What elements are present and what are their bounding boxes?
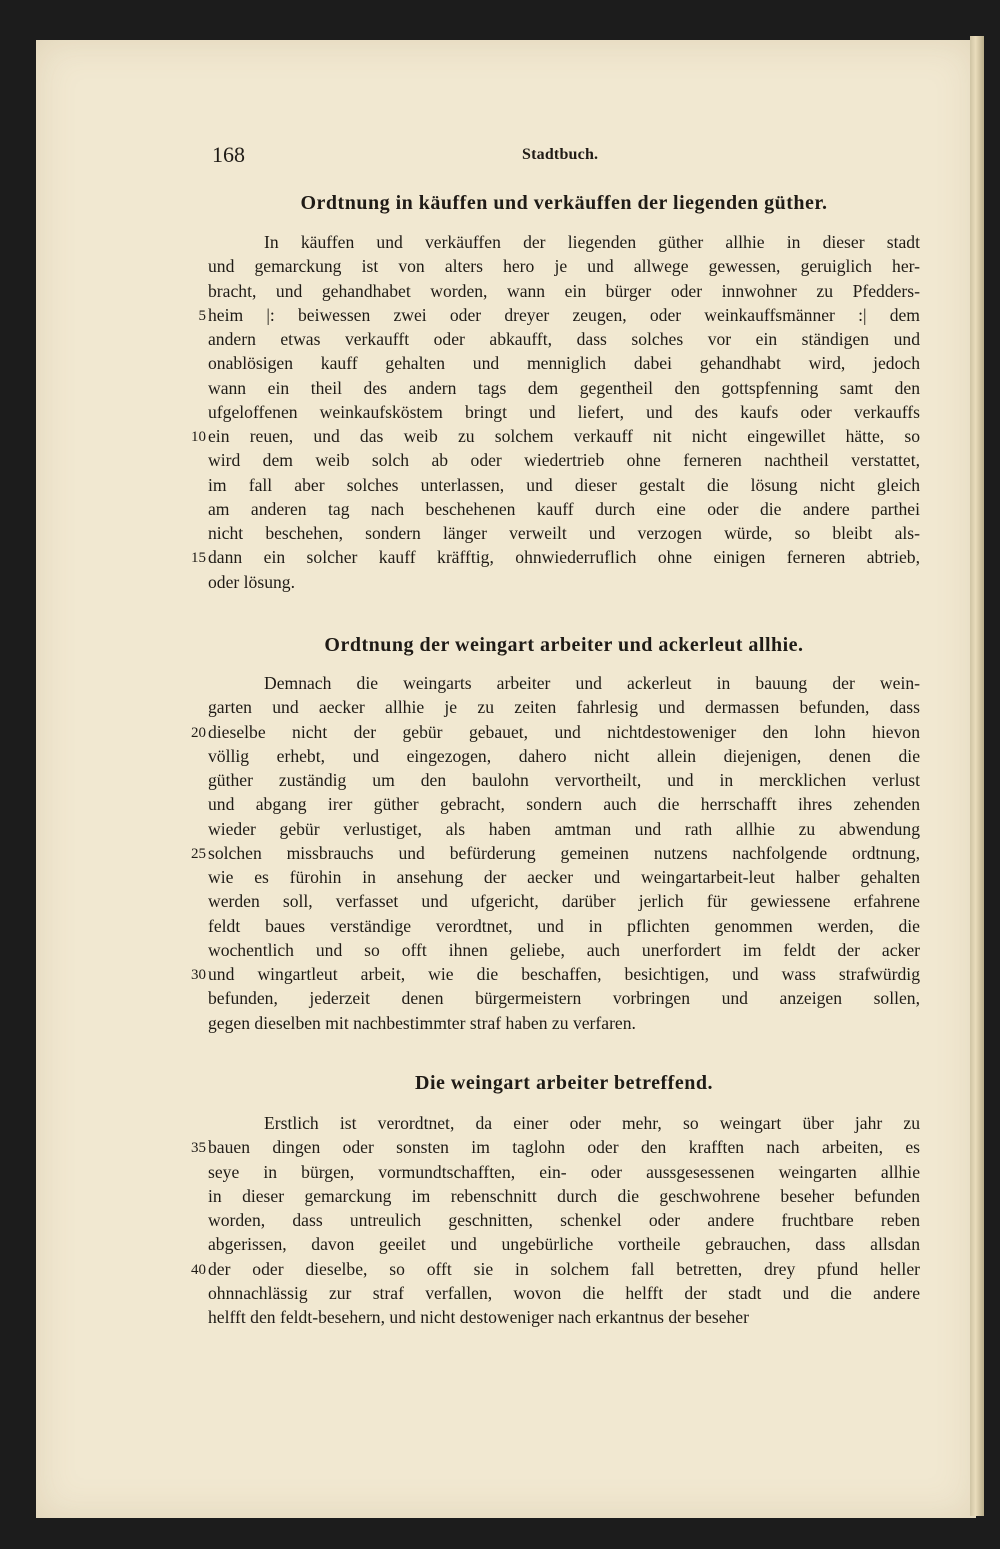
text-line <box>208 254 920 278</box>
text-line <box>208 817 920 841</box>
text-line <box>191 424 920 448</box>
text-line <box>208 1232 920 1256</box>
line-text: güther zuständig um den baulohn vervortheilt, und in mercklichen verlust <box>208 770 920 790</box>
text-line <box>208 1305 920 1329</box>
text-line <box>208 327 920 351</box>
text-line <box>191 1135 920 1159</box>
text-line <box>208 521 920 545</box>
line-text: heim |: beiwessen zwei oder dreyer zeugen, oder weinkauffsmänner :| dem <box>208 304 920 325</box>
text-line <box>191 720 920 744</box>
line-number: 20 <box>191 724 206 741</box>
line-text: dieselbe nicht der gebür gebauet, und nichtdestoweniger den lohn hievon <box>208 721 920 742</box>
line-text: wird dem weib solch ab oder wiedertrieb ohne ferneren nachtheil verstattet, <box>208 450 920 471</box>
text-line <box>191 962 920 986</box>
line-text: andern etwas verkaufft oder abkaufft, dass solches vor ein ständigen und <box>208 329 920 349</box>
text-line <box>208 376 920 400</box>
text-line <box>208 865 920 889</box>
text-line <box>208 1281 920 1305</box>
line-text: gegen dieselben mit nachbestimmter straf haben zu verfaren. <box>208 1012 636 1033</box>
line-number: 5 <box>198 307 206 324</box>
line-text: und gemarckung ist von alters hero je und allwege gewessen, geruiglich her- <box>208 256 920 277</box>
line-text: wochentlich und so offt ihnen geliebe, auch unerfordert im feldt der acker <box>208 939 920 960</box>
line-text: Demnach die weingarts arbeiter und ackerleut in bauung der wein- <box>264 673 920 693</box>
line-number: 40 <box>191 1261 206 1278</box>
section-heading-weingart-arbeiter: Die weingart arbeiter betreffend. <box>415 1072 713 1094</box>
section-body-kaeuffen <box>191 230 920 594</box>
line-text: Erstlich ist verordtnet, da einer oder mehr, so weingart über jahr zu <box>264 1113 920 1133</box>
text-line <box>191 1257 920 1281</box>
line-number: 35 <box>191 1140 206 1157</box>
line-number: 25 <box>191 845 206 862</box>
line-number: 15 <box>191 550 206 567</box>
text-line <box>208 744 920 768</box>
text-line <box>208 1011 920 1035</box>
line-text: garten und aecker allhie je zu zeiten fahrlesig und dermassen befunden, dass <box>208 697 920 718</box>
line-text: helfft den feldt-besehern, und nicht destoweniger nach erkantnus der beseher <box>208 1307 749 1327</box>
text-line <box>208 889 920 913</box>
text-line <box>208 570 920 594</box>
section-body-weingart-arbeiter <box>191 1111 920 1329</box>
text-line <box>208 351 920 375</box>
text-line <box>198 303 920 327</box>
page-number: 168 <box>212 142 245 167</box>
text-line <box>208 448 920 472</box>
line-text: dann ein solcher kauff kräfftig, ohnwiederruflich ohne einigen ferneren abtrieb, <box>208 547 920 568</box>
line-text: feldt baues verständige verordtnet, und in pflichten genommen werden, die <box>208 915 920 936</box>
line-text: onablösigen kauff gehalten und menniglich dabei gehandhabt wird, jedoch <box>208 353 920 374</box>
line-text: bracht, und gehandhabet worden, wann ein bürger oder innwohner zu Pfedders- <box>208 280 920 301</box>
line-text: und wingartleut arbeit, wie die beschaffen, besichtigen, und wass strafwürdig <box>208 964 920 984</box>
line-text: In käuffen und verkäuffen der liegenden güther allhie in dieser stadt <box>264 232 920 252</box>
line-text: worden, dass untreulich geschnitten, schenkel oder andere fruchtbare reben <box>208 1210 920 1230</box>
line-text: ohnnachlässig zur straf verfallen, wovon die helfft der stadt und die andere <box>208 1282 920 1303</box>
line-text: oder lösung. <box>208 571 295 592</box>
line-text: und abgang irer güther gebracht, sondern auch die herrschafft ihres zehenden <box>208 794 920 815</box>
line-text: wieder gebür verlustiget, als haben amtman und rath allhie zu abwendung <box>208 818 920 839</box>
page-content <box>36 40 976 1518</box>
line-number: 30 <box>191 967 206 983</box>
text-line <box>208 473 920 497</box>
line-text: wann ein theil des andern tags dem gegentheil den gottspfenning samt den <box>208 377 920 398</box>
line-text: wie es fürohin in ansehung der aecker und weingartarbeit-leut halber gehalten <box>208 867 920 887</box>
text-line <box>208 497 920 521</box>
section-heading-kaeuffen: Ordtnung in käuffen und verkäuffen der liegenden güther. <box>300 192 828 214</box>
line-number: 10 <box>191 429 206 445</box>
line-text: im fall aber solches unterlassen, und dieser gestalt die lösung nicht gleich <box>208 474 920 495</box>
text-line <box>208 230 920 254</box>
text-line <box>208 792 920 816</box>
page-header <box>212 142 772 172</box>
text-line <box>208 1111 920 1135</box>
line-text: abgerissen, davon geeilet und ungebürliche vortheile gebrauchen, dass allsdan <box>208 1234 920 1255</box>
line-text: solchen missbrauchs und befürderung gemeinen nutzens nachfolgende ordtnung, <box>208 842 920 863</box>
text-line <box>208 279 920 303</box>
line-text: werden soll, verfasset und ufgericht, darüber jerlich für gewiessene erfahrene <box>208 891 920 912</box>
text-line <box>208 1160 920 1184</box>
line-text: völlig erhebt, und eingezogen, dahero nicht allein diejenigen, denen die <box>208 745 920 766</box>
text-line <box>208 1184 920 1208</box>
text-line <box>208 986 920 1010</box>
line-text: nicht beschehen, sondern länger verweilt und verzogen würde, so bleibt als- <box>208 523 920 543</box>
line-text: in dieser gemarckung im rebenschnitt durch die geschwohrene beseher befunden <box>208 1185 920 1206</box>
text-line <box>208 1208 920 1232</box>
text-line <box>191 841 920 865</box>
running-head: Stadtbuch. <box>522 146 599 163</box>
line-text: seye in bürgen, vormundtschafften, ein- oder aussgesessenen weingarten allhie <box>208 1161 920 1182</box>
text-line <box>208 914 920 938</box>
line-text: am anderen tag nach beschehenen kauff durch eine oder die andere parthei <box>208 498 920 519</box>
line-text: befunden, jederzeit denen bürgermeistern vorbringen und anzeigen sollen, <box>208 988 920 1009</box>
text-line <box>208 768 920 792</box>
line-text: bauen dingen oder sonsten im taglohn oder den krafften nach arbeiten, es <box>208 1137 920 1158</box>
section-heading-weingart-ackerleut: Ordtnung der weingart arbeiter und ackerleut allhie. <box>324 634 804 656</box>
line-text: ein reuen, und das weib zu solchem verkauff nit nicht eingewillet hätte, so <box>208 426 920 446</box>
text-line <box>208 400 920 424</box>
text-line <box>208 938 920 962</box>
section-body-weingart-ackerleut <box>191 671 920 1035</box>
line-text: der oder dieselbe, so offt sie in solchem fall betretten, drey pfund heller <box>208 1258 920 1279</box>
line-text: ufgeloffenen weinkaufsköstem bringt und liefert, und des kaufs oder verkauffs <box>208 401 920 422</box>
text-line <box>208 695 920 719</box>
text-line <box>191 545 920 569</box>
text-line <box>208 671 920 695</box>
